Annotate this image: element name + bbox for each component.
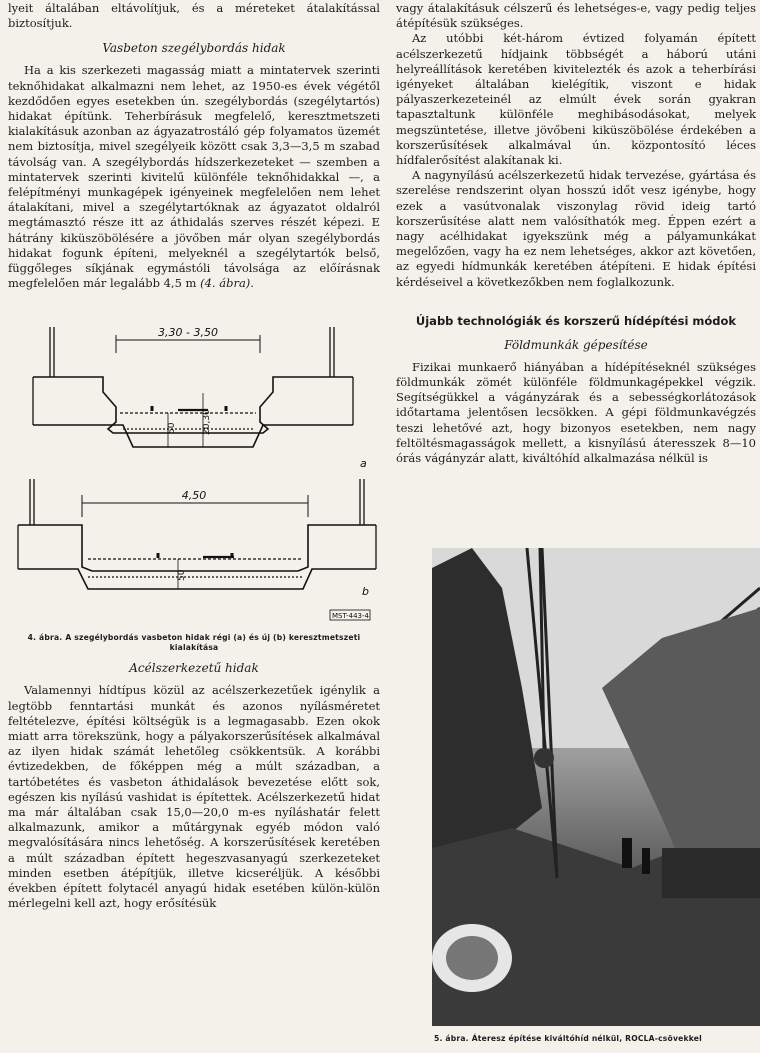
left-column	[8, 0, 380, 912]
figure-4-reference: (4. ábra).	[200, 276, 254, 291]
depth-label-a1: 50	[167, 423, 177, 435]
paragraph-vasbeton-text: Ha a kis szerkezeti magasság miatt a mintatervek szerinti teknőhidakat alkalmazni nem lehet, az 1950-es évek végétől kezdődően egyes esetekben ún. szegélybordás (szegélytartós) hidakat építünk. Teherbírásuk megfelelő, keresztmetszeti kialakításuk azonban az ágyazatrostáló gép folyamatos üzemét nem biztosítja, mivel szegélyeik között csak 3,3—3,5 m szabad távolság van. A szegélybordás hídszerkezeteket — szemben a mintatervek szerinti kivitelű különféle teknőhidakkal —, a felépítményi munkagépek igényeinek megfelelően nem lehet átalakítani, mivel a szegélytartóknak az ágyazatot oldalról megtámasztó része itt az áthidalás szerves részét képezi. E hátrány kiküszöbölésére a jövőben már olyan szegélybordás hidakat fogunk építeni, melyeknél a szegélytartók belső, függőleges síkjának egymástóli távolsága az előírásnak megfelelően már legalább 4,5 m	[8, 63, 380, 291]
figure-4-caption-text: A szegélybordás vasbeton hidak régi (a) és új (b) keresztmetszeti kialakítása	[65, 633, 361, 653]
paragraph-vasbeton	[8, 63, 380, 291]
cross-section-a	[33, 327, 353, 447]
paragraph-acel: Valamennyi hídtípus közül az acélszerkezetűek igénylik a legtöbb fenntartási munkát és azonos nyílásméretet feltételezve, építési költségük is a legmagasabb. Ezen okok miatt arra törekszünk, hogy a pályakorszerűsítések alkalmával az ilyen hidak számát lehetőleg csökkentsük. A korábbi évtizedekben, de főképpen még a múlt században, a tartóbetétes és vasbeton áthidalások bevezetése előtt sok, egészen kis nyílású vashidat is építettek. Acélszerkezetű hidat ma már általában csak 15,0—20,0 m-es nyíláshatár felett alkalmazunk, amikor a műtárgynak egyéb módon való megvalósítására nincs lehetőség. A korszerűsítések keretében a múlt században épített hegeszvasanyagú szerkezeteket minden esetben átépítjük, illetve kicseréljük. A későbbi években épített folytacél anyagú hidak esetében külön-külön mérlegelni kell azt, hogy erősítésük	[8, 683, 380, 911]
subhead-foldmunkak: Földmunkák gépesítése	[504, 337, 648, 352]
figure-4-caption	[8, 633, 380, 653]
depth-label-a2: 20,30	[202, 409, 212, 436]
dimension-label-a: 3,30 - 3,50	[158, 326, 218, 340]
intro-paragraph: lyeit általában eltávolítjuk, és a méreteket átalakítással biztosítjuk.	[8, 1, 380, 31]
figure-5-photo	[432, 548, 760, 1026]
paragraph-helyreallitas: Az utóbbi két-három évtized folyamán épített acélszerkezetű hídjaink többségét a háború utáni helyreállítások keretében kivitelezték és azok a teherbírási igényeket általában kielégítik, viszont e hidak pályaszerkezeteinél az elmúlt évek során gyakran tapasztaltunk különféle meghibásodásokat, melyek megszüntetése, illetve jövőbeni kiküszöbölése érdekében a korszerűsítések alkalmával ún. központosító léces hídfalerősítést alakítanak ki.	[396, 31, 756, 168]
subhead-vasbeton: Vasbeton szegélybordás hidak	[102, 41, 286, 56]
figure-5-caption-text: Áteresz építése kiváltóhíd nélkül, ROCLA-csövekkel	[471, 1034, 702, 1043]
figure-4-caption-number: 4. ábra.	[27, 633, 63, 643]
paragraph-nagynyilasu: A nagynyílású acélszerkezetű hidak tervezése, gyártása és szerelése rendszerint olyan hosszú időt vesz igénybe, hogy ezek a vasútvonalak viszonylag rövid ideig tartó korszerűsítése alatt nem valósíthatók meg. Éppen ezért a nagy acélhidakat igyekszünk még a pályamunkákat megelőzően, vagy ha ez nem lehetséges, akkor azt követően, az egyedi hídmunkák keretében átépíteni. E hidak építési kérdéseivel a következőkben nem foglalkozunk.	[396, 168, 756, 289]
depth-label-b: 50	[177, 570, 187, 582]
right-column	[396, 0, 756, 466]
crane-photo-illustration	[432, 548, 760, 1026]
figure-stamp: MST-443-4	[332, 612, 369, 621]
figure-4-drawing	[8, 307, 380, 627]
dimension-label-b: 4,50	[181, 489, 207, 503]
figure-4	[8, 307, 380, 655]
figure-5-caption	[434, 1034, 760, 1044]
continuation-paragraph: vagy átalakításuk célszerű és lehetséges-e, vagy pedig teljes átépítésük szükséges.	[396, 1, 756, 31]
paragraph-foldmunkak: Fizikai munkaerő hiányában a hídépítéseknél szükséges földmunkák zömét különféle földmunkagépekkel végzik. Segítségükkel a vágányzárak és a sebességkorlátozások időtartama jelentősen lecsökken. A gépi földmunkavégzés teszi lehetővé azt, hogy bizonyos esetekben, nem nagy feltöltésmagasságok mellett, a kisnyílású áteresszek 8—10 órás vágányzár alatt, kiváltóhíd alkalmazása nélkül is	[396, 359, 756, 466]
subhead-acel: Acélszerkezetű hidak	[129, 661, 259, 676]
figure-5-caption-number: 5. ábra.	[434, 1034, 469, 1043]
section-label-b: b	[362, 585, 369, 599]
section-heading: Újabb technológiák és korszerű hídépítési módok	[415, 313, 737, 328]
section-label-a: a	[360, 457, 367, 471]
